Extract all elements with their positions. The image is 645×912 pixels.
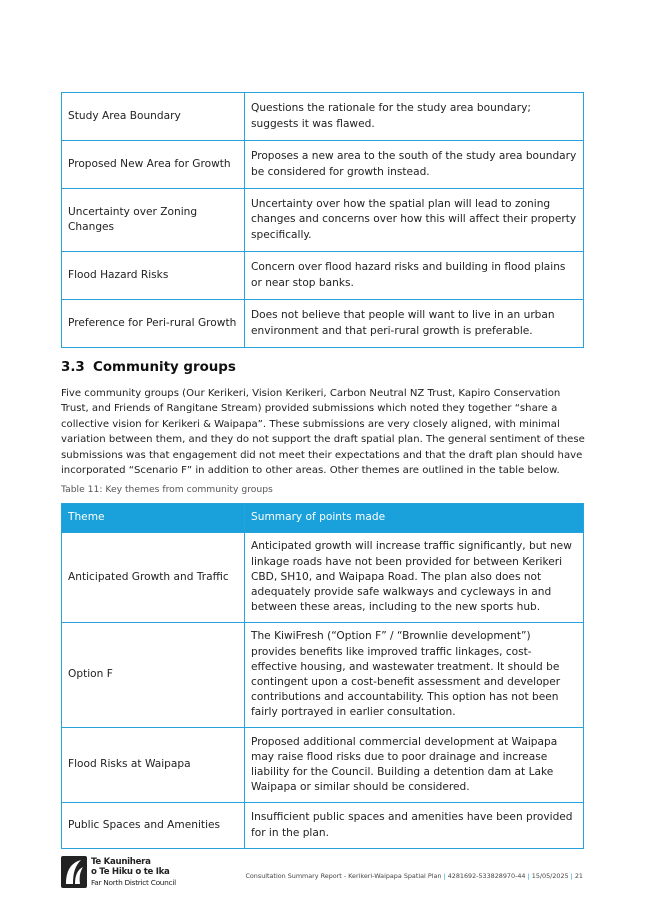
community-groups-themes-table [61, 503, 584, 849]
section-heading [61, 360, 236, 375]
page-footer [245, 872, 583, 880]
theme-cell: Proposed New Area for Growth [62, 141, 245, 189]
table-row [62, 141, 584, 189]
footer-reference: 4281692-533828970-44 [447, 872, 526, 880]
council-logo-icon [61, 856, 87, 888]
theme-cell: Preference for Peri-rural Growth [62, 300, 245, 348]
page-number: 21 [574, 872, 583, 880]
table-row [62, 189, 584, 252]
summary-cell: Uncertainty over how the spatial plan will lead to zoning changes and concerns over how this will affect their property specifically. [245, 189, 584, 252]
logo-line-3: Far North District Council [91, 877, 176, 887]
theme-cell: Anticipated Growth and Traffic [62, 533, 245, 623]
table-header-row [62, 504, 584, 533]
section-number: 3.3 [61, 360, 85, 375]
themes-table-continued [61, 92, 584, 348]
table-row [62, 728, 584, 803]
footer-separator: | [527, 872, 530, 880]
summary-cell: Proposes a new area to the south of the study area boundary be considered for growth instead. [245, 141, 584, 189]
summary-cell: Insufficient public spaces and amenities have been provided for in the plan. [245, 803, 584, 849]
summary-cell: Concern over flood hazard risks and building in flood plains or near stop banks. [245, 252, 584, 300]
theme-cell: Flood Risks at Waipapa [62, 728, 245, 803]
summary-cell: The KiwiFresh (“Option F” / “Brownlie development”) provides benefits like improved traffic linkages, cost-effective housing, and wastewater treatment. It should be contingent upon a cost-benefit assessment and developer contributions and accountability. This option has not been fairly portrayed in earlier consultation. [245, 623, 584, 728]
summary-cell: Questions the rationale for the study area boundary; suggests it was flawed. [245, 93, 584, 141]
header-theme: Theme [62, 504, 245, 533]
section-title: Community groups [93, 360, 236, 375]
table-row [62, 252, 584, 300]
summary-cell: Proposed additional commercial development at Waipapa may raise flood risks due to poor drainage and increase liability for the Council. Building a detention dam at Lake Waipapa or similar should be considered. [245, 728, 584, 803]
table-row [62, 803, 584, 849]
theme-cell: Public Spaces and Amenities [62, 803, 245, 849]
theme-cell: Study Area Boundary [62, 93, 245, 141]
table-row [62, 533, 584, 623]
summary-cell: Does not believe that people will want to live in an urban environment and that peri-rural growth is preferable. [245, 300, 584, 348]
logo-line-2: o Te Hiku o te Ika [91, 867, 170, 878]
table-row [62, 623, 584, 728]
summary-cell: Anticipated growth will increase traffic significantly, but new linkage roads have not been provided for between Kerikeri CBD, SH10, and Waipapa Road. The plan also does not adequately provide safe walkways and cycleways in and between these areas, including to the new sports hub. [245, 533, 584, 623]
footer-separator: | [443, 872, 446, 880]
table-row [62, 300, 584, 348]
footer-date: 15/05/2025 [531, 872, 569, 880]
footer-separator: | [570, 872, 573, 880]
header-summary: Summary of points made [245, 504, 584, 533]
theme-cell: Option F [62, 623, 245, 728]
theme-cell: Flood Hazard Risks [62, 252, 245, 300]
footer-doc-title: Consultation Summary Report - Kerikeri-Waipapa Spatial Plan [245, 872, 442, 880]
section-paragraph: Five community groups (Our Kerikeri, Vision Kerikeri, Carbon Neutral NZ Trust, Kapiro Conservation Trust, and Friends of Rangitane Stream) provided submissions which noted they together “share a collective vision for Kerikeri & Waipapa”. These submissions are very closely aligned, with minimal variation between them, and they do not support the draft spatial plan. The general sentiment of these submissions was that engagement did not meet their expectations and that the draft plan should have incorporated “Scenario F” in addition to other areas. Other themes are outlined in the table below. [61, 388, 585, 477]
table-row [62, 93, 584, 141]
theme-cell: Uncertainty over Zoning Changes [62, 189, 245, 252]
logo-line-1: Te Kaunihera [91, 857, 151, 867]
council-logo [61, 855, 181, 891]
logo-text [91, 857, 176, 888]
table-caption: Table 11: Key themes from community groups [61, 484, 273, 495]
